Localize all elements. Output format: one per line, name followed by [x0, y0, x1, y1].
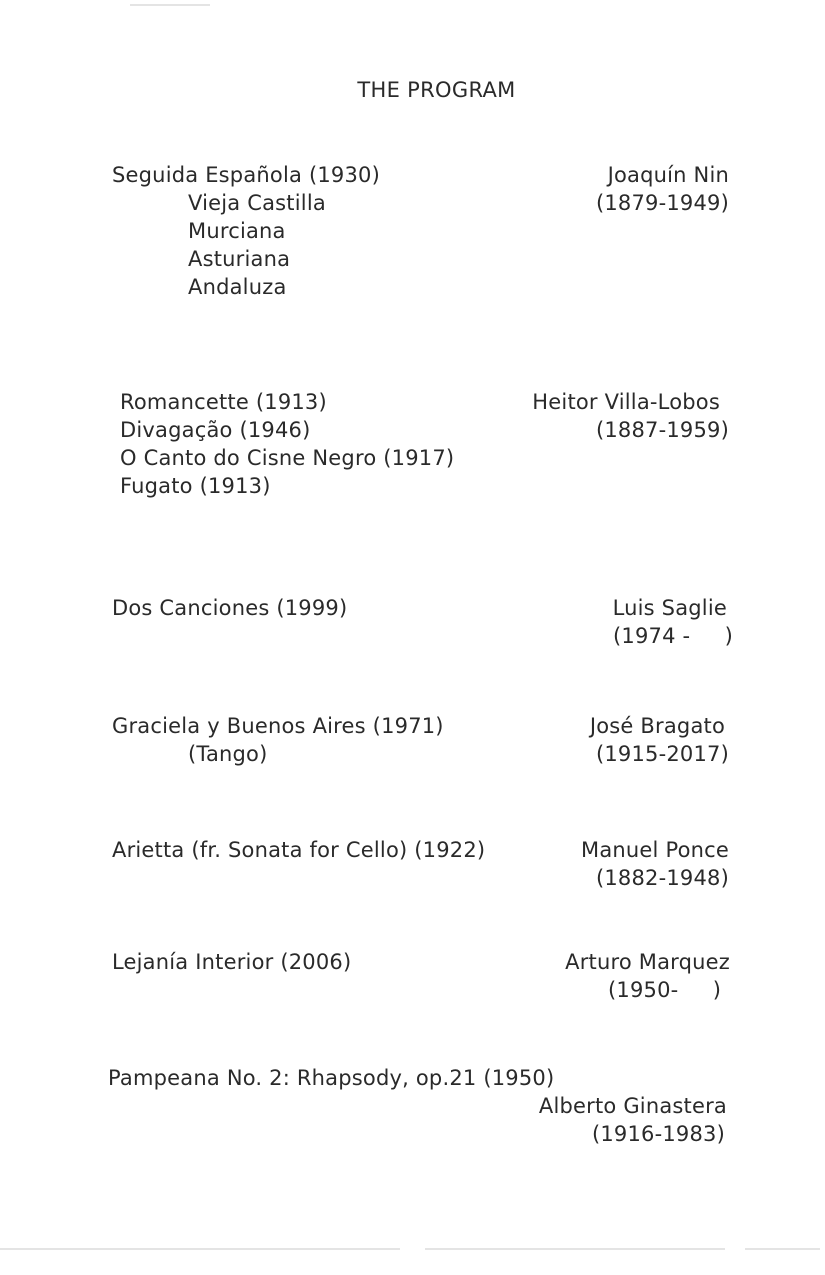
scan-artifact-top [130, 4, 210, 6]
composer-name: Alberto Ginastera [538, 1094, 727, 1118]
movement: Vieja Castilla [188, 191, 326, 215]
scan-artifact-bottom [0, 1248, 400, 1250]
piece-title: Divagação (1946) [120, 418, 311, 442]
piece-title: Dos Canciones (1999) [112, 596, 348, 620]
scan-artifact-bottom [425, 1248, 725, 1250]
composer-dates: (1974 - ) [613, 624, 734, 648]
composer-name: Heitor Villa-Lobos [532, 390, 720, 414]
piece-title: Lejanía Interior (2006) [112, 950, 352, 974]
piece-title: Graciela y Buenos Aires (1971) [112, 714, 444, 738]
composer-dates: (1950- ) [608, 978, 722, 1002]
piece-title: Pampeana No. 2: Rhapsody, op.21 (1950) [108, 1066, 555, 1090]
composer-name: Joaquín Nin [607, 163, 729, 187]
piece-title: O Canto do Cisne Negro (1917) [120, 446, 455, 470]
composer-name: Manuel Ponce [581, 838, 729, 862]
movement: Asturiana [188, 247, 291, 271]
movement: Murciana [188, 219, 286, 243]
composer-name: Luis Saglie [612, 596, 727, 620]
piece-title: Seguida Española (1930) [112, 163, 380, 187]
piece-title: Arietta (fr. Sonata for Cello) (1922) [112, 838, 486, 862]
composer-dates: (1915-2017) [595, 742, 729, 766]
composer-name: Arturo Marquez [565, 950, 730, 974]
piece-title: Fugato (1913) [120, 474, 271, 498]
composer-dates: (1916-1983) [591, 1122, 725, 1146]
scan-artifact-bottom [745, 1248, 820, 1250]
piece-subtitle: (Tango) [188, 742, 268, 766]
composer-dates: (1879-1949) [595, 191, 729, 215]
composer-name: José Bragato [589, 714, 725, 738]
movement: Andaluza [188, 275, 287, 299]
composer-dates: (1882-1948) [595, 866, 729, 890]
composer-dates: (1887-1959) [595, 418, 729, 442]
page-title: THE PROGRAM [357, 78, 516, 102]
piece-title: Romancette (1913) [120, 390, 327, 414]
